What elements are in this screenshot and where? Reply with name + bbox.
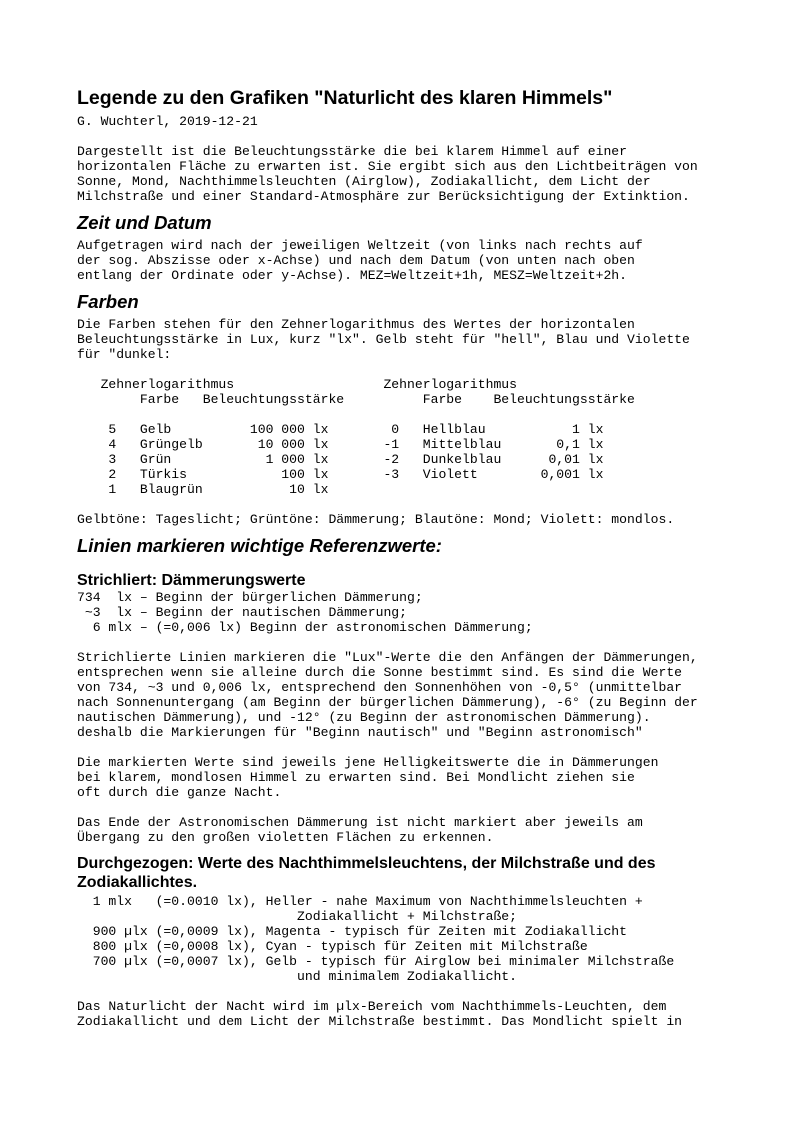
dashed-values-list: 734 lx – Beginn der bürgerlichen Dämmerung; ~3 lx – Beginn der nautischen Dämmerung; 6 mlx – (=0,006 lx) Beginn der astronomischen Dämmerung;: [77, 590, 533, 635]
dashed-paragraph-2: Die markierten Werte sind jeweils jene Helligkeitswerte die in Dämmerungen bei klarem, mondlosen Himmel zu erwarten sind. Bei Mondlicht ziehen sie oft durch die ganze Nacht.: [77, 755, 659, 800]
solid-paragraph-1: Das Naturlicht der Nacht wird im µlx-Bereich vom Nachthimmels-Leuchten, dem Zodiakallicht und dem Licht der Milchstraße bestimmt. Das Mondlicht spielt in: [77, 999, 683, 1029]
heading-time-date: Zeit und Datum: [77, 212, 212, 233]
heading-reference-lines: Linien markieren wichtige Referenzwerte:: [77, 535, 442, 556]
intro-paragraph: Dargestellt ist die Beleuchtungsstärke die bei klarem Himmel auf einer horizontalen Fläche zu erwarten ist. Sie ergibt sich aus den Lichtbeiträgen von Sonne, Mond, Nachthimmelsleuchten (Airglow), Zodiakallicht, dem Licht der Milchstraße und einer Standard-Atmosphäre zur Berücksichtigung der Extinktion.: [77, 144, 698, 204]
document-title: Legende zu den Grafiken "Naturlicht des klaren Himmels": [77, 87, 613, 109]
heading-dashed-lines: Strichliert: Dämmerungswerte: [77, 572, 306, 589]
dashed-paragraph-3: Das Ende der Astronomischen Dämmerung ist nicht markiert aber jeweils am Übergang zu den großen violetten Flächen zu erkennen.: [77, 815, 643, 845]
document-page: [77, 86, 737, 1029]
dashed-paragraph-1: Strichlierte Linien markieren die "Lux"-Werte die den Anfängen der Dämmerungen, entsprechen wenn sie alleine durch die Sonne bestimmt sind. Es sind die Werte von 734, ~3 und 0,006 lx, entsprechend den Sonnenhöhen von -0,5° (unmittelbar nach Sonnenuntergang (am Beginn der bürgerlichen Dämmerung), -6° (zu Beginn der nautischen Dämmerung), und -12° (zu Beginn der astronomischen Dämmerung). deshalb die Markierungen für "Beginn nautisch" und "Beginn astronomisch": [77, 650, 698, 740]
color-tones-summary: Gelbtöne: Tageslicht; Grüntöne: Dämmerung; Blautöne: Mond; Violett: mondlos.: [77, 512, 675, 527]
color-log-table: Zehnerlogarithmus Zehnerlogarithmus Farbe Beleuchtungsstärke Farbe Beleuchtungsstärke 5 Gelb 100 000 lx 0 Hellblau 1 lx 4 Grüngelb 10 000 lx -1 Mittelblau 0,1 lx 3 Grün 1 000 lx -2 Dunkelblau 0,01 lx 2 Türkis 100 lx -3 Violett 0,001 lx 1 Blaugrün 10 lx: [100, 377, 635, 497]
time-date-paragraph: Aufgetragen wird nach der jeweiligen Weltzeit (von links nach rechts auf der sog. Abszisse oder x-Achse) und nach dem Datum (von unten nach oben entlang der Ordinate oder y-Achse). MEZ=Weltzeit+1h, MESZ=Weltzeit+2h.: [77, 238, 643, 283]
solid-values-list: 1 mlx (=0.0010 lx), Heller - nahe Maximum von Nachthimmelsleuchten + Zodiakallicht + Milchstraße; 900 µlx (=0,0009 lx), Magenta - typisch für Zeiten mit Zodiakallicht 800 µlx (=0,0008 lx), Cyan - typisch für Zeiten mit Milchstraße 700 µlx (=0,0007 lx), Gelb - typisch für Airglow bei minimaler Milchstraße und minimalem Zodiakallicht.: [92, 894, 675, 984]
heading-solid-lines: Durchgezogen: Werte des Nachthimmelsleuchtens, der Milchstraße und des Zodiakallichtes.: [77, 855, 656, 891]
colors-paragraph: Die Farben stehen für den Zehnerlogarithmus des Wertes der horizontalen Beleuchtungsstärke in Lux, kurz "lx". Gelb steht für "hell", Blau und Violette für "dunkel:: [77, 317, 690, 362]
byline: G. Wuchterl, 2019-12-21: [77, 114, 258, 129]
heading-colors: Farben: [77, 291, 139, 312]
